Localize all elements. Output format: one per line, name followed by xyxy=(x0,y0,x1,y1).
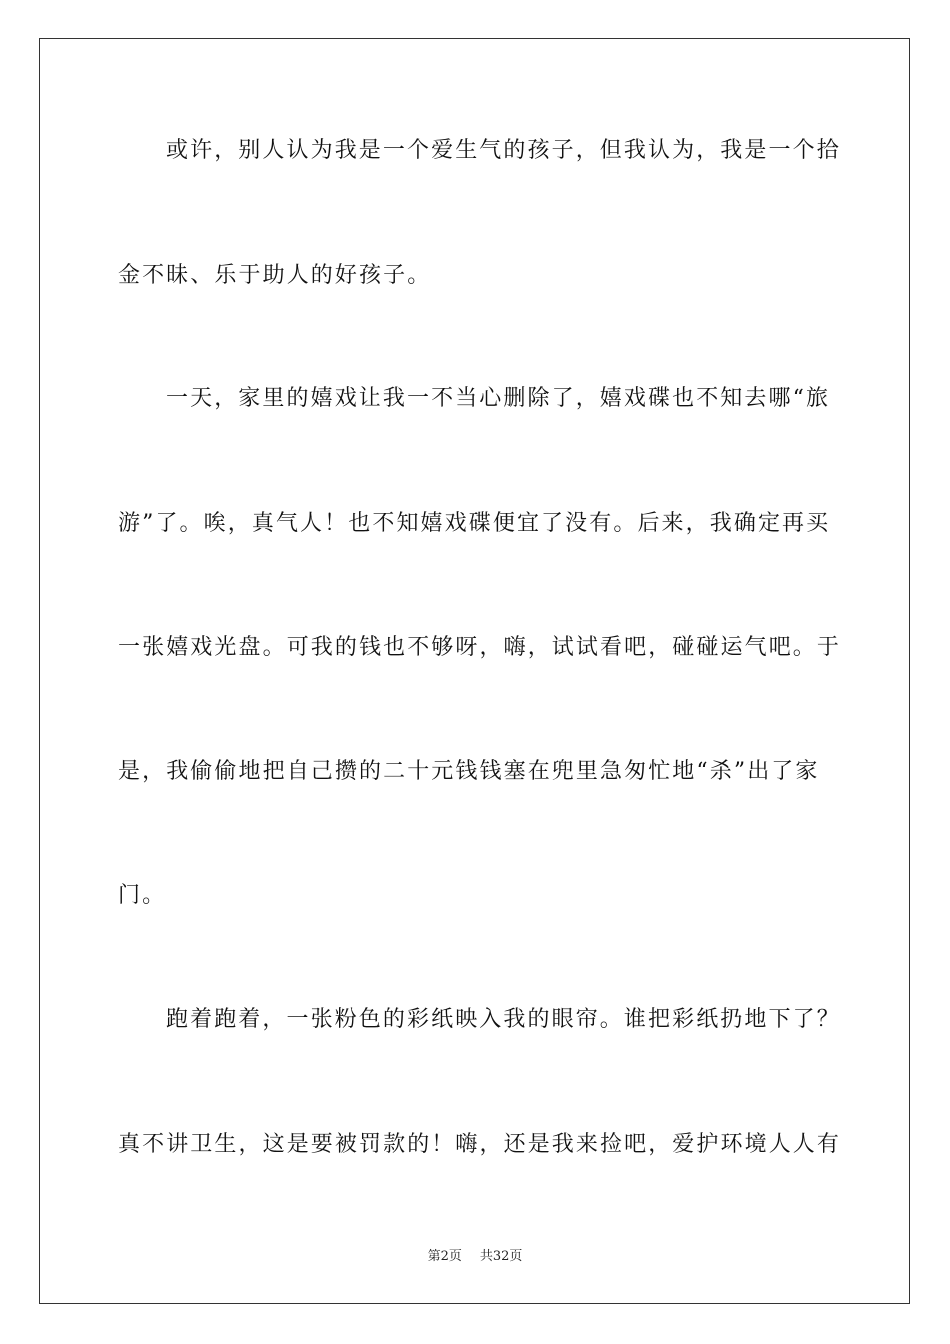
page-number: 第2页 xyxy=(427,1249,462,1264)
page-footer xyxy=(0,1248,950,1266)
paragraph-line: 一天，家里的嬉戏让我一不当心删除了，嬉戏碟也不知去哪“旅 xyxy=(166,386,831,411)
page-border xyxy=(39,38,910,1304)
paragraph-line: 金不昧、乐于助人的好孩子。 xyxy=(118,263,432,288)
paragraph-line: 游”了。唉，真气人！也不知嬉戏碟便宜了没有。后来，我确定再买 xyxy=(118,511,831,536)
paragraph-line: 或许，别人认为我是一个爱生气的孩子，但我认为，我是一个拾 xyxy=(166,138,841,163)
paragraph-line: 跑着跑着，一张粉色的彩纸映入我的眼帘。谁把彩纸扔地下了？ xyxy=(166,1007,841,1032)
paragraph-line: 真不讲卫生，这是要被罚款的！嗨，还是我来捡吧，爱护环境人人有 xyxy=(118,1132,842,1157)
paragraph-line: 门。 xyxy=(118,883,167,908)
paragraph-line: 是，我偷偷地把自己攒的二十元钱钱塞在兜里急匆忙地“杀”出了家 xyxy=(118,759,820,784)
paragraph-line: 一张嬉戏光盘。可我的钱也不够呀，嗨，试试看吧，碰碰运气吧。于 xyxy=(118,635,842,660)
total-pages: 共32页 xyxy=(479,1249,523,1264)
